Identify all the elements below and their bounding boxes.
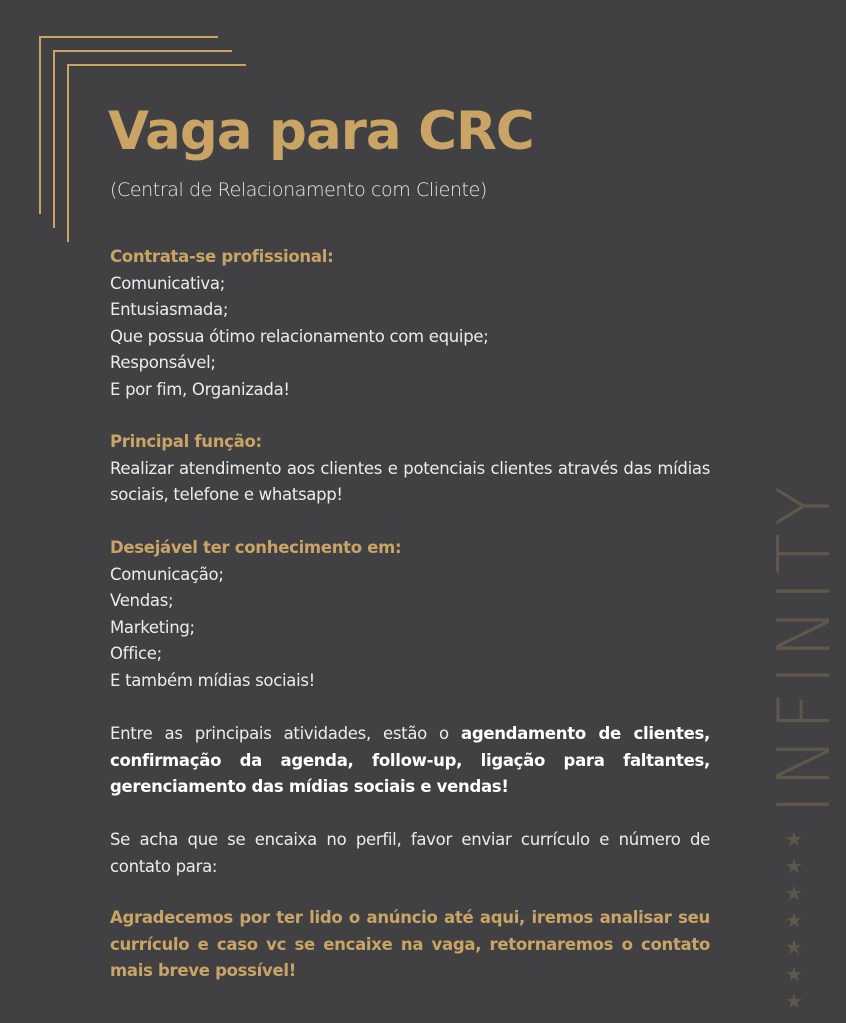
- brand-stars: [784, 826, 804, 1015]
- page-subtitle: (Central de Relacionamento com Cliente): [110, 179, 487, 201]
- profile-item: Entusiasmada;: [110, 300, 229, 319]
- section-activities: [110, 721, 710, 801]
- star-icon: ★: [785, 854, 803, 878]
- section-function-text: Realizar atendimento aos clientes e potenciais clientes através das mídias sociais, telefone e whatsapp!: [110, 458, 710, 504]
- page-title: Vaga para CRC: [108, 101, 534, 162]
- profile-item: Comunicativa;: [110, 273, 225, 293]
- star-icon: ★: [785, 827, 803, 851]
- activities-intro: Entre as principais atividades, estão o: [110, 724, 461, 743]
- section-contact: [110, 827, 710, 880]
- star-icon: ★: [785, 908, 803, 932]
- profile-item: Que possua ótimo relacionamento com equipe;: [110, 326, 489, 346]
- brand-name: INFINITY: [762, 478, 846, 814]
- knowledge-item: Marketing;: [110, 617, 195, 637]
- section-activities-text: [110, 721, 710, 801]
- knowledge-item: Vendas;: [110, 591, 174, 610]
- activities-highlight: agendamento de clientes, confirmação da agenda, follow-up, ligação para faltantes, gerenciamento das mídias sociais e vendas!: [110, 724, 711, 796]
- section-profile: [110, 244, 710, 403]
- section-thanks: [110, 905, 710, 985]
- section-thanks-text: Agradecemos por ter lido o anúncio até aqui, iremos analisar seu currículo e caso vc se encaixe na vaga, retornaremos o contato mais breve possível!: [110, 908, 710, 980]
- section-knowledge: [110, 535, 710, 694]
- profile-item: Responsável;: [110, 353, 216, 372]
- section-contact-text: Se acha que se encaixa no perfil, favor enviar currículo e número de contato para:: [110, 830, 710, 876]
- section-function-heading: Principal função:: [110, 432, 262, 451]
- section-profile-heading: Contrata-se profissional:: [110, 247, 334, 266]
- knowledge-item: Office;: [110, 644, 162, 663]
- brand-vertical-text: [762, 449, 846, 814]
- star-icon: ★: [785, 935, 803, 959]
- profile-item: E por fim, Organizada!: [110, 379, 290, 399]
- star-icon: ★: [785, 962, 803, 986]
- star-icon: ★: [785, 881, 803, 905]
- section-function: [110, 429, 710, 509]
- knowledge-item: E também mídias sociais!: [110, 670, 315, 690]
- knowledge-item: Comunicação;: [110, 564, 224, 584]
- section-knowledge-heading: Desejável ter conhecimento em:: [110, 538, 402, 557]
- star-icon: ★: [785, 989, 803, 1013]
